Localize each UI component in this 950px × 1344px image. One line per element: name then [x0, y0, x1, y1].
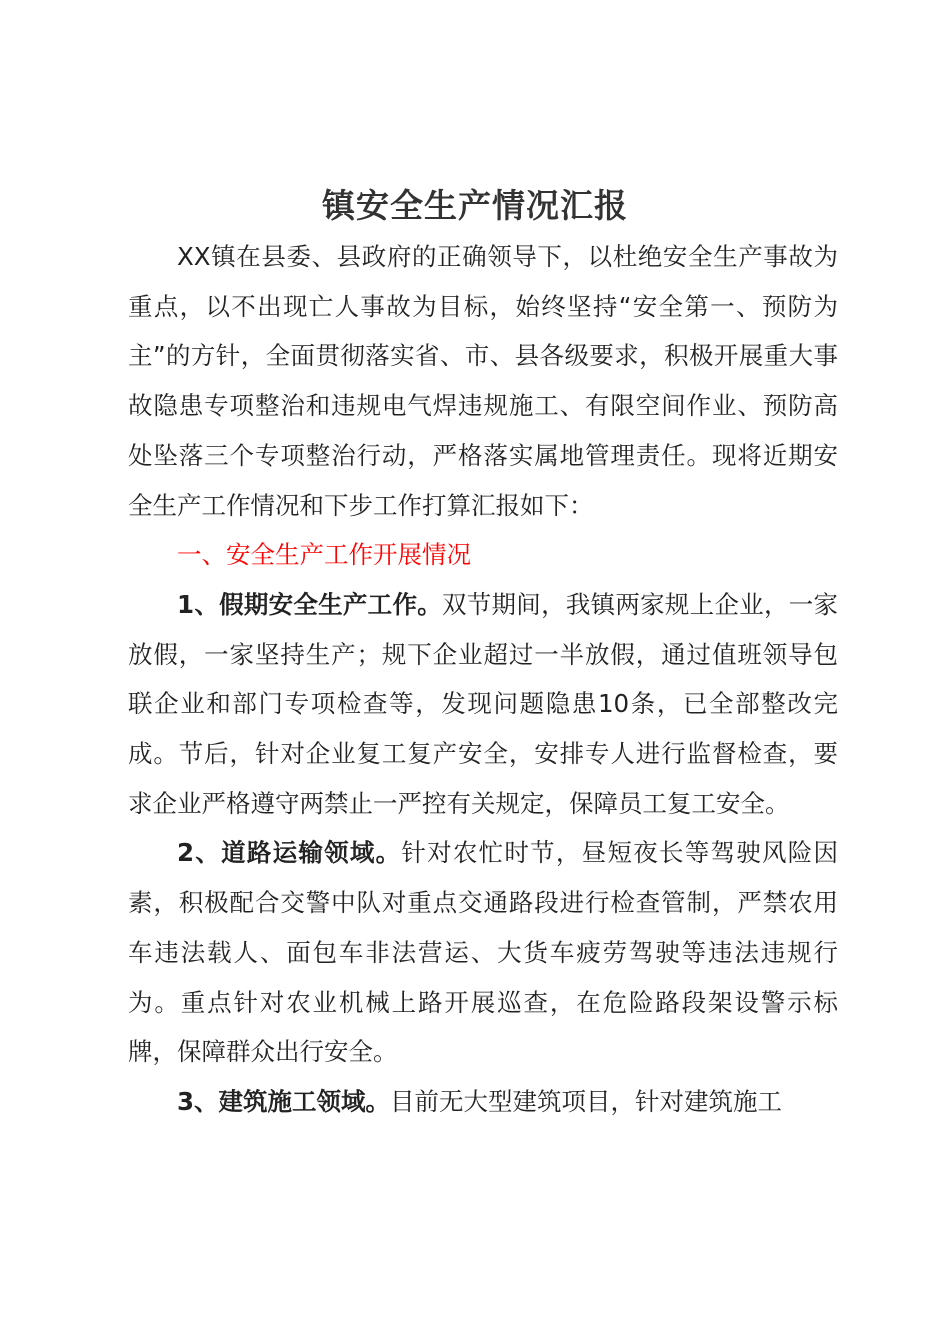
item-text: 针对农忙时节，昼短夜长等驾驶风险因素，积极配合交警中队对重点交通路段进行检查管制，严禁农用车违法载人、面包车非法营运、大货车疲劳驾驶等违法违规行为。重点针对农业机械上路开展巡查，在危险路段架设警示标牌，保障群众出行安全。	[128, 838, 839, 1067]
section-heading: 一、安全生产工作开展情况	[177, 540, 471, 570]
item-text: 目前无大型建筑项目，针对建筑施工	[390, 1086, 783, 1116]
item-paragraph-2	[128, 828, 838, 1077]
intro-paragraph: XX镇在县委、县政府的正确领导下，以杜绝安全生产事故为重点，以不出现亡人事故为目标，始终坚持“安全第一、预防为主”的方针，全面贯彻落实省、市、县各级要求，积极开展重大事故隐患专项整治和违规电气焊违规施工、有限空间作业、预防高处坠落三个专项整治行动，严格落实属地管理责任。现将近期安全生产工作情况和下步工作打算汇报如下：	[128, 242, 838, 520]
item-lead: 2、道路运输领域。	[177, 838, 402, 868]
item-text: 双节期间，我镇两家规上企业，一家放假，一家坚持生产；规下企业超过一半放假，通过值班领导包联企业和部门专项检查等，发现问题隐患10条，已全部整改完成。节后，针对企业复工复产安全，安排专人进行监督检查，要求企业严格遵守两禁止一严控有关规定，保障员工复工安全。	[128, 589, 839, 818]
item-lead: 1、假期安全生产工作。	[177, 589, 442, 619]
document-body	[128, 232, 838, 1127]
item-lead: 3、建筑施工领域。	[177, 1086, 391, 1116]
item-paragraph-1	[128, 580, 838, 829]
document-title: 镇安全生产情况汇报	[322, 186, 628, 225]
item-paragraph-3	[128, 1077, 838, 1127]
